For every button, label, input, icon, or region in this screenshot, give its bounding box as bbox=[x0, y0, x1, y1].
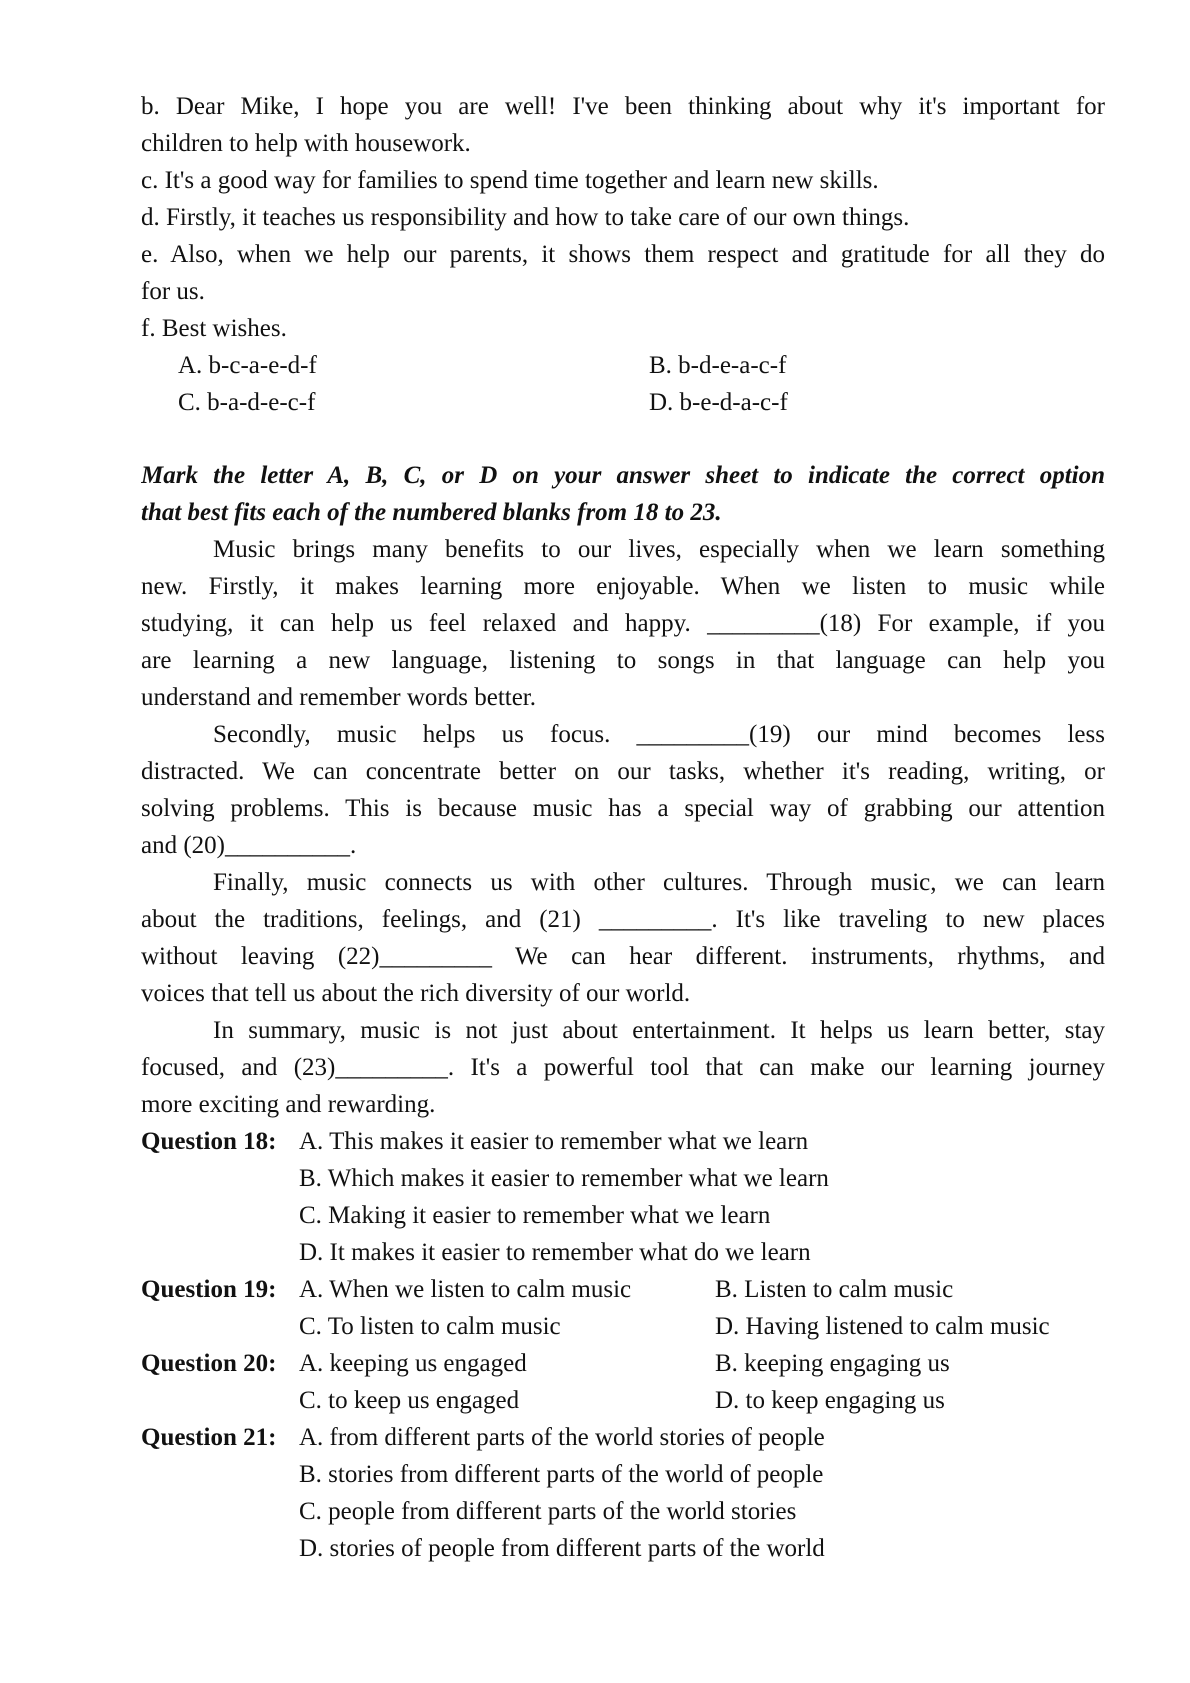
question-21 bbox=[141, 1419, 1105, 1567]
question-row bbox=[141, 1271, 1105, 1308]
ordering-question bbox=[141, 88, 1105, 421]
option-b: B. stories from different parts of the world of people bbox=[299, 1461, 824, 1488]
instruction-line: Mark the letter A, B, C, or D on your answer sheet to indicate the correct option bbox=[141, 462, 1105, 489]
option-d: D. Having listened to calm music bbox=[715, 1313, 1050, 1340]
ordering-line: e. Also, when we help our parents, it shows them respect and gratitude for all they do bbox=[141, 241, 1105, 268]
passage-line: understand and remember words better. bbox=[141, 684, 537, 711]
passage-line: are learning a new language, listening to songs in that language can help you bbox=[141, 647, 1105, 674]
option-c: C. To listen to calm music bbox=[299, 1313, 561, 1340]
question-19 bbox=[141, 1271, 1105, 1345]
question-row bbox=[141, 1419, 1105, 1456]
instruction bbox=[141, 457, 1105, 531]
ordering-option-b: B. b-d-e-a-c-f bbox=[649, 352, 787, 379]
instruction-line: that best fits each of the numbered blanks from 18 to 23. bbox=[141, 499, 722, 526]
question-row bbox=[141, 1160, 1105, 1197]
question-row bbox=[141, 1456, 1105, 1493]
label-spacer bbox=[141, 1308, 299, 1345]
option-c: C. to keep us engaged bbox=[299, 1387, 520, 1414]
ordering-line: d. Firstly, it teaches us responsibility and how to take care of our own things. bbox=[141, 204, 910, 231]
question-row bbox=[141, 1382, 1105, 1419]
ordering-options-row bbox=[141, 347, 1105, 384]
passage-line: Finally, music connects us with other cultures. Through music, we can learn bbox=[213, 869, 1105, 896]
question-label: Question 19: bbox=[141, 1276, 277, 1303]
question-20 bbox=[141, 1345, 1105, 1419]
question-label: Question 18: bbox=[141, 1128, 277, 1155]
ordering-option-d: D. b-e-d-a-c-f bbox=[649, 389, 788, 416]
ordering-option-a: A. b-c-a-e-d-f bbox=[178, 352, 317, 379]
question-label: Question 21: bbox=[141, 1424, 277, 1451]
option-a: A. keeping us engaged bbox=[299, 1350, 527, 1377]
question-18 bbox=[141, 1123, 1105, 1271]
question-row bbox=[141, 1197, 1105, 1234]
passage-line: new. Firstly, it makes learning more enjoyable. When we listen to music while bbox=[141, 573, 1105, 600]
ordering-line: b. Dear Mike, I hope you are well! I've been thinking about why it's important for bbox=[141, 93, 1105, 120]
question-row bbox=[141, 1530, 1105, 1567]
passage-line: voices that tell us about the rich diversity of our world. bbox=[141, 980, 691, 1007]
label-spacer bbox=[141, 1382, 299, 1419]
option-b: B. Which makes it easier to remember what we learn bbox=[299, 1165, 829, 1192]
passage-line: focused, and (23)_________. It's a powerful tool that can make our learning journey bbox=[141, 1054, 1105, 1081]
question-row bbox=[141, 1493, 1105, 1530]
passage-line: distracted. We can concentrate better on our tasks, whether it's reading, writing, or bbox=[141, 758, 1105, 785]
ordering-line: for us. bbox=[141, 278, 205, 305]
section-gap bbox=[141, 421, 1105, 457]
ordering-line: c. It's a good way for families to spend time together and learn new skills. bbox=[141, 167, 879, 194]
reading-passage bbox=[141, 531, 1105, 1123]
label-spacer bbox=[141, 1234, 299, 1271]
option-d: D. to keep engaging us bbox=[715, 1387, 945, 1414]
passage-line: Secondly, music helps us focus. _________(19) our mind becomes less bbox=[213, 721, 1105, 748]
passage-line: about the traditions, feelings, and (21) _________. It's like traveling to new places bbox=[141, 906, 1105, 933]
option-c: C. Making it easier to remember what we learn bbox=[299, 1202, 771, 1229]
exam-page bbox=[141, 88, 1105, 1567]
question-row bbox=[141, 1234, 1105, 1271]
passage-line: studying, it can help us feel relaxed and happy. _________(18) For example, if you bbox=[141, 610, 1105, 637]
ordering-option-c: C. b-a-d-e-c-f bbox=[178, 389, 316, 416]
ordering-line: children to help with housework. bbox=[141, 130, 471, 157]
label-spacer bbox=[141, 1197, 299, 1234]
option-b: B. Listen to calm music bbox=[715, 1276, 954, 1303]
ordering-options-row bbox=[141, 384, 1105, 421]
question-row bbox=[141, 1123, 1105, 1160]
option-d: D. stories of people from different parts of the world bbox=[299, 1535, 825, 1562]
option-c: C. people from different parts of the world stories bbox=[299, 1498, 797, 1525]
question-row bbox=[141, 1345, 1105, 1382]
option-a: A. When we listen to calm music bbox=[299, 1276, 632, 1303]
question-row bbox=[141, 1308, 1105, 1345]
passage-line: In summary, music is not just about entertainment. It helps us learn better, stay bbox=[213, 1017, 1105, 1044]
label-spacer bbox=[141, 1493, 299, 1530]
label-spacer bbox=[141, 1456, 299, 1493]
passage-line: more exciting and rewarding. bbox=[141, 1091, 436, 1118]
ordering-line: f. Best wishes. bbox=[141, 315, 287, 342]
passage-line: Music brings many benefits to our lives, especially when we learn something bbox=[213, 536, 1105, 563]
passage-line: solving problems. This is because music has a special way of grabbing our attention bbox=[141, 795, 1105, 822]
question-label: Question 20: bbox=[141, 1350, 277, 1377]
label-spacer bbox=[141, 1530, 299, 1567]
option-a: A. from different parts of the world stories of people bbox=[299, 1424, 825, 1451]
passage-line: without leaving (22)_________ We can hear different. instruments, rhythms, and bbox=[141, 943, 1105, 970]
option-b: B. keeping engaging us bbox=[715, 1350, 950, 1377]
option-a: A. This makes it easier to remember what we learn bbox=[299, 1128, 809, 1155]
passage-line: and (20)__________. bbox=[141, 832, 357, 859]
option-d: D. It makes it easier to remember what do we learn bbox=[299, 1239, 811, 1266]
label-spacer bbox=[141, 1160, 299, 1197]
